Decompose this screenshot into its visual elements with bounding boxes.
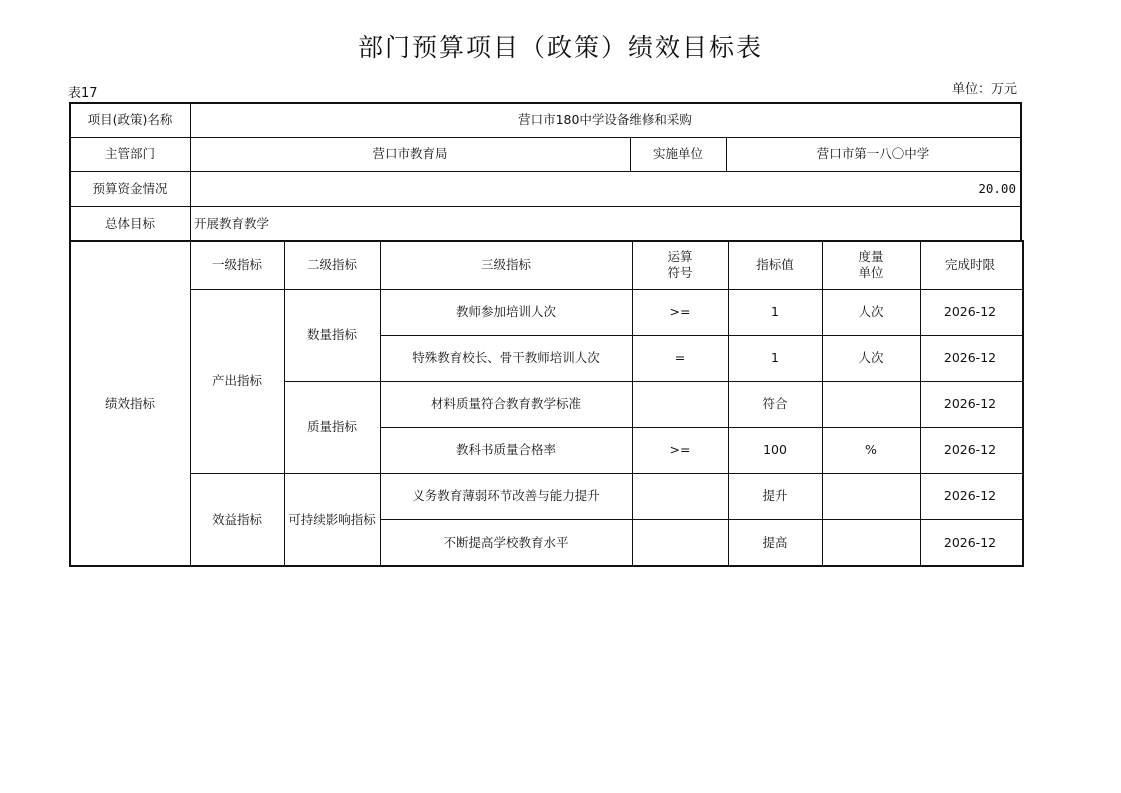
grid-line	[284, 381, 1023, 382]
row-operator	[632, 381, 728, 427]
dept-value: 营口市教育局	[372, 146, 448, 162]
level2-quantity: 数量指标	[306, 327, 357, 343]
row-unit	[822, 473, 920, 519]
header-level3: 三级指标	[480, 257, 531, 273]
project-name-label: 项目(政策)名称	[87, 112, 173, 128]
header-value: 指标值	[756, 257, 794, 273]
goal-value: 开展教育教学	[194, 215, 270, 231]
page-title: 部门预算项目（政策）绩效目标表	[357, 33, 763, 62]
row-unit: %	[865, 442, 877, 458]
budget-label: 预算资金情况	[92, 180, 168, 196]
grid-line	[190, 473, 1023, 474]
table-border	[69, 565, 1024, 567]
row-indicator: 材料质量符合教育教学标准	[430, 396, 581, 412]
row-unit: 人次	[858, 350, 884, 366]
row-value: 1	[771, 350, 779, 366]
header-deadline: 完成时限	[944, 257, 995, 273]
row-unit: 人次	[858, 304, 884, 320]
dept-label: 主管部门	[104, 146, 155, 162]
grid-line	[69, 137, 1022, 138]
row-indicator: 教师参加培训人次	[455, 304, 556, 320]
row-deadline: 2026-12	[943, 304, 997, 320]
row-value: 提升	[762, 488, 788, 504]
header-operator: 运算 符号	[667, 249, 693, 280]
budget-value: 20.00	[978, 180, 1016, 196]
table-number: 表17	[68, 86, 98, 101]
row-operator	[632, 519, 728, 566]
row-deadline: 2026-12	[943, 350, 997, 366]
table-border	[69, 102, 1022, 104]
row-value: 100	[763, 442, 787, 458]
header-level2: 二级指标	[306, 257, 357, 273]
row-indicator: 不断提高学校教育水平	[443, 534, 569, 550]
grid-line	[69, 171, 1022, 172]
row-operator	[632, 473, 728, 519]
row-indicator: 教科书质量合格率	[455, 442, 556, 458]
row-deadline: 2026-12	[943, 442, 997, 458]
table-border	[1020, 102, 1022, 242]
row-unit	[822, 381, 920, 427]
row-indicator: 义务教育薄弱环节改善与能力提升	[412, 488, 600, 504]
grid-line	[190, 289, 1023, 290]
row-indicator: 特殊教育校长、骨干教师培训人次	[412, 350, 600, 366]
goal-label: 总体目标	[104, 215, 155, 231]
level1-output: 产出指标	[211, 373, 262, 389]
grid-line	[69, 240, 1024, 242]
grid-line	[190, 102, 191, 566]
impl-label: 实施单位	[652, 146, 703, 162]
grid-line	[726, 137, 727, 171]
level2-quality: 质量指标	[306, 419, 357, 435]
impl-value: 营口市第一八〇中学	[816, 146, 930, 162]
row-value: 符合	[762, 396, 788, 412]
row-value: 提高	[762, 534, 788, 550]
grid-line	[380, 519, 1023, 520]
level2-sustainable: 可持续影响指标	[288, 511, 376, 527]
level1-benefit: 效益指标	[211, 511, 262, 527]
row-unit	[822, 519, 920, 566]
row-operator: =	[674, 350, 686, 366]
row-deadline: 2026-12	[943, 488, 997, 504]
grid-line	[380, 335, 1023, 336]
project-name-value: 营口市180中学设备维修和采购	[518, 112, 692, 128]
row-value: 1	[771, 304, 779, 320]
unit-label: 单位：万元	[951, 82, 1017, 97]
grid-line	[630, 137, 631, 171]
header-level1: 一级指标	[211, 257, 262, 273]
grid-line	[380, 427, 1023, 428]
row-deadline: 2026-12	[943, 534, 997, 550]
header-unit: 度量 单位	[858, 249, 884, 280]
grid-line	[69, 206, 1022, 207]
row-operator: >=	[669, 304, 691, 320]
row-deadline: 2026-12	[943, 396, 997, 412]
perf-label: 绩效指标	[104, 395, 155, 411]
row-operator: >=	[669, 442, 691, 458]
